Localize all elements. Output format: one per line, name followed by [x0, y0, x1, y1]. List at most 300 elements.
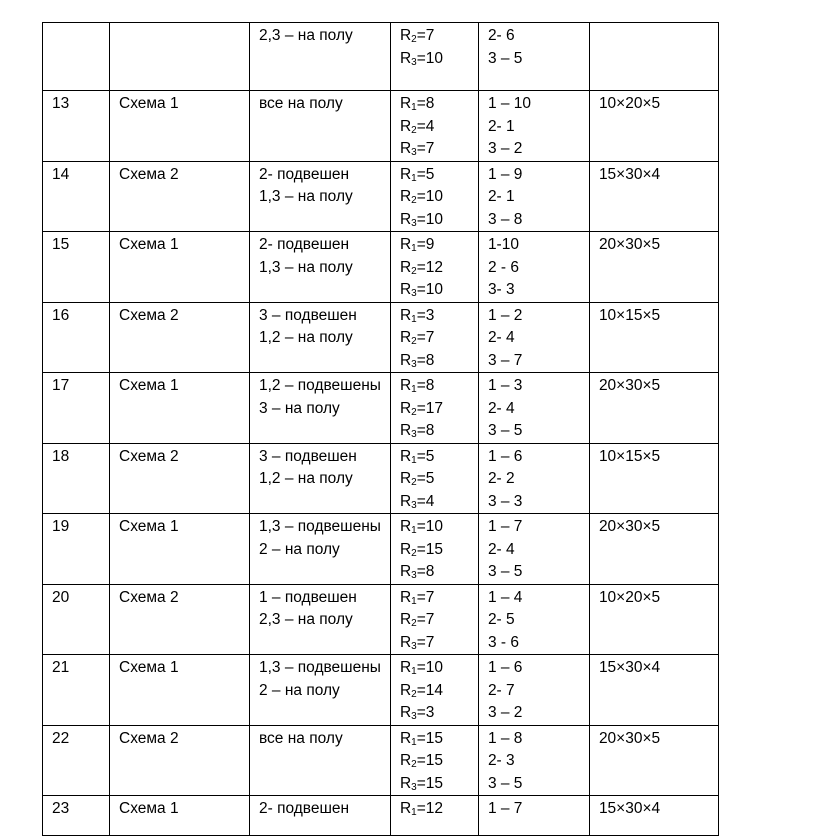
resistance-value: =12: [416, 800, 443, 817]
table-row: [43, 514, 719, 585]
link-line: 1 – 6: [487, 447, 523, 465]
resistance-value: =10: [416, 188, 443, 205]
placement-line: 2- подвешен: [259, 800, 350, 817]
resistance-cell: [390, 584, 478, 655]
link-line: 3 – 5: [487, 49, 523, 67]
resistance-symbol: R: [399, 281, 412, 298]
resistance-value: =8: [416, 377, 435, 394]
placement-line: 2 – на полу: [259, 681, 340, 699]
scheme-label: Схема 2: [119, 447, 179, 465]
link-line: 3 – 5: [487, 422, 523, 439]
resistance-symbol: R: [399, 165, 412, 183]
resistance-value: =3: [416, 704, 435, 721]
size-cell: [589, 584, 718, 655]
resistance-index: 3: [411, 711, 417, 722]
variant-number: 13: [52, 95, 70, 112]
size-value: 10×15×5: [598, 306, 661, 324]
placement-cell: [250, 796, 391, 836]
resistance-value: =15: [416, 774, 443, 792]
resistance-symbol: R: [399, 188, 412, 205]
resistance-index: 1: [411, 807, 417, 818]
link-line: 3 - 6: [487, 633, 519, 651]
variant-number-cell: [43, 23, 110, 91]
scheme-label: Схема 2: [119, 306, 179, 324]
variant-number: 18: [52, 447, 70, 465]
resistance-index: 3: [411, 288, 417, 299]
resistance-index: 1: [411, 243, 417, 254]
links-cell: [478, 302, 589, 373]
resistance-value: =7: [416, 140, 435, 157]
resistance-symbol: R: [399, 470, 412, 487]
resistance-line: [400, 138, 469, 161]
link-line: 1 – 3: [487, 377, 523, 394]
link-line: 3 – 5: [487, 774, 523, 792]
resistance-cell: [390, 232, 478, 303]
links-cell: [478, 514, 589, 585]
resistance-value: =17: [416, 399, 443, 417]
variant-number-cell: [43, 796, 110, 836]
resistance-index: 3: [411, 147, 417, 158]
variant-number: 21: [52, 659, 70, 676]
resistance-value: =7: [416, 27, 435, 44]
resistance-index: 2: [411, 265, 417, 277]
scheme-label: Схема 1: [119, 95, 179, 112]
resistance-value: =15: [416, 540, 443, 558]
variant-number-cell: [43, 655, 110, 726]
resistance-line: [400, 798, 469, 821]
resistance-cell: [390, 514, 478, 585]
resistance-index: 3: [411, 640, 417, 652]
table-row: [43, 796, 719, 836]
resistance-line: [400, 375, 469, 398]
variant-number-cell: [43, 232, 110, 303]
resistance-value: =7: [416, 588, 435, 606]
scheme-cell: [110, 443, 250, 514]
resistance-line: [400, 164, 469, 187]
scheme-cell: [110, 161, 250, 232]
variant-number-cell: [43, 514, 110, 585]
placement-line: 2- подвешен: [259, 236, 350, 253]
resistance-value: =15: [416, 729, 443, 747]
resistance-line: [400, 398, 469, 421]
resistance-index: 2: [411, 759, 417, 770]
link-line: 3 – 8: [487, 210, 523, 228]
resistance-value: =10: [416, 518, 443, 535]
links-cell: [478, 796, 589, 836]
resistance-symbol: R: [399, 681, 412, 699]
resistance-value: =4: [416, 492, 435, 510]
table-row: [43, 91, 719, 162]
resistance-line: [400, 48, 469, 71]
variant-number: 19: [52, 518, 70, 535]
resistance-value: =12: [416, 258, 443, 276]
resistance-symbol: R: [399, 611, 412, 628]
resistance-line: [400, 327, 469, 350]
resistance-value: =10: [416, 659, 443, 676]
resistance-line: [400, 350, 469, 373]
placement-line: 1,2 – на полу: [259, 329, 353, 346]
scheme-label: Схема 1: [119, 518, 179, 535]
links-cell: [478, 91, 589, 162]
resistance-index: 1: [411, 525, 417, 536]
scheme-cell: [110, 725, 250, 796]
resistance-cell: [390, 161, 478, 232]
size-value: 20×30×5: [598, 518, 661, 535]
links-cell: [478, 161, 589, 232]
resistance-value: =5: [416, 470, 435, 487]
link-line: 2- 6: [487, 27, 515, 44]
links-cell: [478, 655, 589, 726]
resistance-cell: [390, 443, 478, 514]
link-line: 2- 7: [487, 681, 515, 699]
resistance-value: =8: [416, 563, 435, 580]
link-line: 1 – 8: [487, 729, 523, 747]
resistance-value: =3: [416, 306, 435, 324]
placement-line: 2,3 – на полу: [259, 611, 353, 628]
resistance-symbol: R: [399, 659, 412, 676]
placement-cell: [250, 161, 391, 232]
resistance-line: [400, 468, 469, 491]
placement-cell: [250, 91, 391, 162]
resistance-symbol: R: [399, 422, 412, 439]
link-line: 1 – 7: [487, 800, 523, 817]
link-line: 2- 1: [487, 188, 515, 205]
variant-number: 22: [52, 729, 70, 747]
link-line: 3 – 2: [487, 140, 523, 157]
resistance-symbol: R: [399, 518, 412, 535]
link-line: 1 – 10: [487, 95, 532, 112]
variant-number-cell: [43, 584, 110, 655]
scheme-cell: [110, 655, 250, 726]
resistance-cell: [390, 91, 478, 162]
scheme-cell: [110, 232, 250, 303]
table-row: [43, 161, 719, 232]
resistance-index: 3: [411, 358, 417, 370]
table-row: [43, 725, 719, 796]
table-row: [43, 23, 719, 91]
link-line: 3- 3: [487, 281, 515, 298]
size-cell: [589, 91, 718, 162]
placement-cell: [250, 302, 391, 373]
resistance-index: 1: [411, 736, 417, 748]
scheme-label: Схема 1: [119, 377, 179, 394]
link-line: 2- 4: [487, 329, 515, 346]
scheme-cell: [110, 373, 250, 444]
scheme-label: Схема 2: [119, 729, 179, 747]
resistance-symbol: R: [399, 140, 412, 157]
links-cell: [478, 443, 589, 514]
resistance-symbol: R: [399, 49, 412, 67]
resistance-index: 2: [411, 406, 417, 418]
scheme-cell: [110, 584, 250, 655]
resistance-line: [400, 234, 469, 257]
placement-line: все на полу: [259, 729, 343, 747]
scheme-label: Схема 1: [119, 236, 179, 253]
resistance-symbol: R: [399, 633, 412, 651]
links-cell: [478, 23, 589, 91]
resistance-line: [400, 657, 469, 680]
variant-number-cell: [43, 725, 110, 796]
scheme-cell: [110, 302, 250, 373]
resistance-line: [400, 446, 469, 469]
table-row: [43, 584, 719, 655]
resistance-line: [400, 305, 469, 328]
resistance-symbol: R: [399, 563, 412, 580]
resistance-line: [400, 561, 469, 584]
link-line: 2- 4: [487, 399, 515, 417]
resistance-index: 3: [411, 499, 417, 511]
resistance-line: [400, 420, 469, 443]
variant-number: 15: [52, 236, 70, 253]
resistance-index: 3: [411, 570, 417, 581]
scheme-label: Схема 2: [119, 165, 179, 183]
placement-cell: [250, 443, 391, 514]
resistance-symbol: R: [399, 752, 412, 769]
variant-number-cell: [43, 91, 110, 162]
link-line: 1-10: [487, 236, 519, 253]
size-cell: [589, 443, 718, 514]
size-value: 20×30×5: [598, 729, 661, 747]
scheme-cell: [110, 91, 250, 162]
size-value: 15×30×4: [598, 800, 661, 817]
resistance-cell: [390, 796, 478, 836]
size-cell: [589, 373, 718, 444]
placement-line: 2,3 – на полу: [259, 27, 353, 44]
variant-number: 17: [52, 377, 70, 394]
resistance-index: 2: [411, 34, 417, 45]
resistance-line: [400, 516, 469, 539]
size-cell: [589, 232, 718, 303]
resistance-line: [400, 680, 469, 703]
scheme-label: Схема 2: [119, 588, 179, 606]
resistance-symbol: R: [399, 540, 412, 558]
placement-cell: [250, 725, 391, 796]
resistance-symbol: R: [399, 306, 412, 324]
resistance-symbol: R: [399, 236, 412, 253]
variant-number-cell: [43, 302, 110, 373]
size-value: 20×30×5: [598, 377, 661, 394]
resistance-index: 2: [411, 477, 417, 488]
size-value: 10×20×5: [598, 588, 661, 606]
resistance-line: [400, 491, 469, 514]
resistance-line: [400, 257, 469, 280]
resistance-line: [400, 93, 469, 116]
placement-line: 1,2 – на полу: [259, 470, 353, 487]
link-line: 3 – 3: [487, 492, 523, 510]
placement-line: 3 – подвешен: [259, 306, 357, 324]
scheme-cell: [110, 514, 250, 585]
placement-line: 1,3 – подвешены: [259, 659, 381, 676]
resistance-index: 1: [411, 666, 417, 677]
placement-line: все на полу: [259, 95, 343, 112]
resistance-index: 2: [411, 688, 417, 700]
resistance-cell: [390, 655, 478, 726]
size-value: 10×15×5: [598, 447, 661, 465]
resistance-value: =9: [416, 236, 435, 253]
placement-line: 1,3 – подвешены: [259, 518, 381, 535]
links-cell: [478, 725, 589, 796]
link-line: 2- 2: [487, 470, 515, 487]
resistance-value: =7: [416, 633, 435, 651]
placement-line: 1,3 – на полу: [259, 188, 353, 205]
resistance-symbol: R: [399, 329, 412, 346]
resistance-index: 2: [411, 336, 417, 347]
size-cell: [589, 302, 718, 373]
link-line: 2- 4: [487, 540, 515, 558]
link-line: 1 – 7: [487, 518, 523, 535]
resistance-symbol: R: [399, 27, 412, 44]
resistance-line: [400, 279, 469, 302]
placement-line: 3 – подвешен: [259, 447, 357, 465]
resistance-symbol: R: [399, 447, 412, 465]
resistance-value: =8: [416, 95, 435, 112]
resistance-index: 3: [411, 429, 417, 440]
table-row: [43, 443, 719, 514]
resistance-line: [400, 25, 469, 48]
resistance-symbol: R: [399, 377, 412, 394]
resistance-cell: [390, 302, 478, 373]
resistance-value: =10: [416, 281, 443, 298]
resistance-index: 1: [411, 172, 417, 184]
resistance-line: [400, 186, 469, 209]
link-line: 3 – 2: [487, 704, 523, 721]
variant-number: 20: [52, 588, 70, 606]
resistance-cell: [390, 23, 478, 91]
resistance-value: =10: [416, 49, 443, 67]
links-cell: [478, 232, 589, 303]
scheme-label: Схема 1: [119, 800, 179, 817]
size-cell: [589, 655, 718, 726]
placement-line: 1,2 – подвешены: [259, 377, 381, 394]
size-value: 20×30×5: [598, 236, 661, 253]
placement-line: 2 – на полу: [259, 540, 340, 558]
link-line: 1 – 6: [487, 659, 523, 676]
placement-line: 1 – подвешен: [259, 588, 357, 606]
resistance-cell: [390, 373, 478, 444]
resistance-line: [400, 209, 469, 232]
resistance-symbol: R: [399, 729, 412, 747]
size-cell: [589, 514, 718, 585]
resistance-symbol: R: [399, 704, 412, 721]
resistance-value: =7: [416, 329, 435, 346]
resistance-index: 1: [411, 102, 417, 113]
variant-number: 16: [52, 306, 70, 324]
variant-number-cell: [43, 373, 110, 444]
link-line: 3 – 5: [487, 563, 523, 580]
resistance-line: [400, 750, 469, 773]
placement-cell: [250, 514, 391, 585]
table-row: [43, 655, 719, 726]
resistance-index: 2: [411, 547, 417, 559]
variant-number-cell: [43, 161, 110, 232]
resistance-value: =7: [416, 611, 435, 628]
resistance-value: =5: [416, 165, 435, 183]
link-line: 1 – 9: [487, 165, 523, 183]
table-row: [43, 373, 719, 444]
resistance-index: 2: [411, 618, 417, 629]
resistance-value: =5: [416, 447, 435, 465]
placement-cell: [250, 232, 391, 303]
variant-number: 14: [52, 165, 70, 183]
link-line: 2 - 6: [487, 258, 519, 276]
resistance-line: [400, 587, 469, 610]
resistance-value: =14: [416, 681, 443, 699]
resistance-line: [400, 609, 469, 632]
size-value: 15×30×4: [598, 659, 661, 676]
link-line: 2- 1: [487, 117, 515, 135]
resistance-symbol: R: [399, 351, 412, 369]
resistance-line: [400, 728, 469, 751]
resistance-index: 1: [411, 384, 417, 395]
placement-cell: [250, 373, 391, 444]
resistance-cell: [390, 725, 478, 796]
resistance-line: [400, 632, 469, 655]
links-cell: [478, 373, 589, 444]
resistance-line: [400, 702, 469, 725]
variants-table: [42, 22, 719, 836]
table-row: [43, 302, 719, 373]
size-cell: [589, 796, 718, 836]
resistance-index: 2: [411, 124, 417, 136]
link-line: 3 – 7: [487, 351, 523, 369]
resistance-index: 1: [411, 454, 417, 466]
variant-number: 23: [52, 800, 70, 817]
resistance-symbol: R: [399, 210, 412, 228]
size-cell: [589, 23, 718, 91]
resistance-index: 3: [411, 781, 417, 793]
resistance-symbol: R: [399, 258, 412, 276]
resistance-value: =15: [416, 752, 443, 769]
resistance-symbol: R: [399, 492, 412, 510]
placement-line: 3 – на полу: [259, 399, 340, 417]
placement-cell: [250, 23, 391, 91]
resistance-index: 3: [411, 217, 417, 229]
resistance-line: [400, 539, 469, 562]
link-line: 2- 5: [487, 611, 515, 628]
resistance-symbol: R: [399, 117, 412, 135]
resistance-symbol: R: [399, 774, 412, 792]
table-body: [43, 23, 719, 836]
placement-line: 1,3 – на полу: [259, 258, 353, 276]
placement-cell: [250, 584, 391, 655]
placement-cell: [250, 655, 391, 726]
scheme-cell: [110, 796, 250, 836]
link-line: 1 – 2: [487, 306, 523, 324]
resistance-index: 1: [411, 313, 417, 325]
resistance-line: [400, 116, 469, 139]
resistance-index: 2: [411, 195, 417, 206]
resistance-symbol: R: [399, 399, 412, 417]
scheme-label: Схема 1: [119, 659, 179, 676]
resistance-value: =10: [416, 210, 443, 228]
links-cell: [478, 584, 589, 655]
size-cell: [589, 161, 718, 232]
resistance-symbol: R: [399, 800, 412, 817]
size-cell: [589, 725, 718, 796]
link-line: 2- 3: [487, 752, 515, 769]
link-line: 1 – 4: [487, 588, 523, 606]
resistance-symbol: R: [399, 95, 412, 112]
placement-line: 2- подвешен: [259, 165, 350, 183]
resistance-symbol: R: [399, 588, 412, 606]
scheme-cell: [110, 23, 250, 91]
resistance-index: 1: [411, 595, 417, 607]
size-value: 15×30×4: [598, 165, 661, 183]
variant-number-cell: [43, 443, 110, 514]
resistance-value: =8: [416, 422, 435, 439]
table-row: [43, 232, 719, 303]
resistance-value: =8: [416, 351, 435, 369]
